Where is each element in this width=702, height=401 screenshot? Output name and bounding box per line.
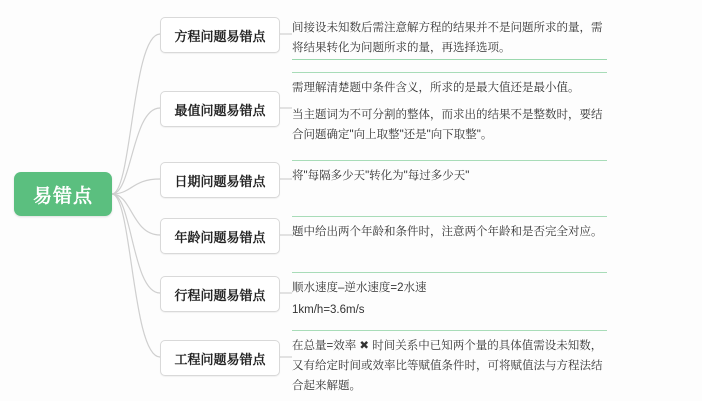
- note-extremum-a: [292, 78, 607, 98]
- branch-label: 工程问题易错点: [174, 351, 266, 367]
- note-line: 在总量=效率 ✖ 时间关系中已知两个量的具体值需设未知数，又有给定时间或效率比等赋值条件时，可将赋值法与方程法结合起来解题。: [292, 340, 603, 393]
- note-divider: [292, 330, 607, 331]
- note-line: 需理解清楚题中条件含义，所求的是最大值还是最小值。: [292, 82, 580, 94]
- branch-label: 日期问题易错点: [174, 173, 266, 189]
- branch-label: 行程问题易错点: [174, 287, 266, 303]
- note-divider: [292, 72, 607, 73]
- branch-node-travel[interactable]: [160, 276, 280, 312]
- note-divider: [292, 272, 607, 273]
- note-age: [292, 222, 607, 242]
- root-node[interactable]: [14, 172, 112, 216]
- note-line: 题中给出两个年龄和条件时，注意两个年龄和是否完全对应。: [292, 226, 603, 238]
- branch-node-date[interactable]: [160, 162, 280, 198]
- branch-node-extremum[interactable]: [160, 91, 280, 127]
- note-extremum-b: [292, 105, 607, 145]
- root-label: 易错点: [32, 185, 93, 207]
- note-divider: [292, 160, 607, 161]
- note-divider: [292, 216, 607, 217]
- branch-label: 方程问题易错点: [174, 28, 266, 44]
- note-line: 将"每隔多少天"转化为"每过多少天": [292, 170, 470, 182]
- note-travel-b: [292, 300, 607, 320]
- branch-label: 年龄问题易错点: [174, 229, 266, 245]
- note-line: 当主题词为不可分割的整体，而求出的结果不是整数时，要结合问题确定"向上取整"还是"向下取整"。: [292, 109, 603, 142]
- note-line: 1km/h=3.6m/s: [292, 304, 365, 316]
- branch-node-equation[interactable]: [160, 17, 280, 53]
- note-date: [292, 166, 607, 186]
- branch-node-age[interactable]: [160, 218, 280, 254]
- note-line: 顺水速度–逆水速度=2水速: [292, 282, 427, 294]
- note-work: [292, 336, 607, 396]
- branch-label: 最值问题易错点: [174, 102, 266, 118]
- note-equation: [292, 18, 607, 60]
- note-travel-a: [292, 278, 607, 298]
- note-line: 间接设未知数后需注意解方程的结果并不是问题所求的量，需将结果转化为问题所求的量，再选择选项。: [292, 18, 607, 60]
- branch-node-work[interactable]: [160, 340, 280, 376]
